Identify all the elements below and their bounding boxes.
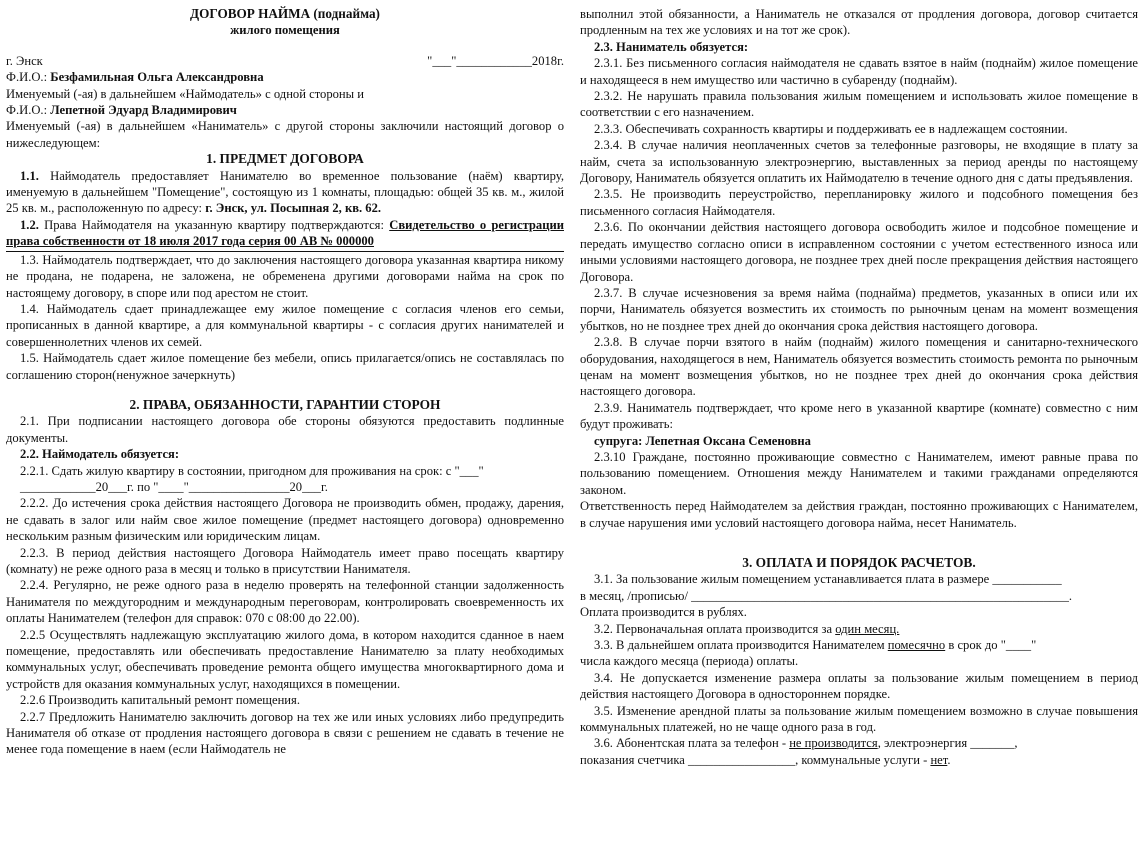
clause-1-3: 1.3. Наймодатель подтверждает, что до заключения настоящего договора указанная квартира никому не продана, не подарена, не заложена, не обременена другими договорами найма на срок по настоящему договору, в споре или под арестом не стоит. [6, 252, 564, 300]
clause-2-2-4: 2.2.4. Регулярно, не реже одного раза в неделю проверять на телефонной станции задолженность Нанимателя по междугородним и международным переговорам, контролировать своевременность их оплаты Нанимателем (телефон для справок: 070 с 08:00 до 22.00). [6, 578, 564, 626]
clause-2-2-7: 2.2.7 Предложить Нанимателю заключить договор на тех же или иных условиях либо предупредить Нанимателя об отказе от продления настоящего договора в связи с решением не сдавать в течение не менее года помещение в наем (если Наймодатель не [6, 709, 564, 757]
clause-3-1-words: в месяц, /прописью/ ____________________________________________________________. [580, 588, 1073, 603]
clause-3-4: 3.4. Не допускается изменение размера оплаты за пользование жилым помещением в период действия настоящего Договора в одностороннем порядке. [580, 670, 1138, 702]
clause-2-2-heading: 2.2. Наймодатель обязуется: [20, 447, 180, 462]
party1-name: Безфамильная Ольга Александровна [50, 70, 264, 85]
party2-text: Именуемый (-ая) в дальнейшем «Наниматель» с другой стороны заключили настоящий договор о нижеследующем: [6, 119, 564, 150]
clause-3-1-currency: Оплата производится в рублях. [580, 605, 747, 620]
clause-1-5: 1.5. Наймодатель сдает жилое помещение без мебели, опись прилагается/опись не составлялась по соглашению сторон(ненужное зачеркнуть) [6, 351, 564, 382]
clause-2-2-2: 2.2.2. До истечения срока действия настоящего Договора не производить обмен, продажу, дарения, не сдавать в залог или найм свое жилое помещение (предмет настоящего договора) одновременно нескольким разным физическим или юридическим лицам. [6, 496, 564, 544]
section1-heading: 1. ПРЕДМЕТ ДОГОВОРА [206, 151, 364, 167]
party1-text: Именуемый (-ая) в дальнейшем «Наймодатель» с одной стороны и [6, 86, 365, 101]
clause-2-3-3: 2.3.3. Обеспечивать сохранность квартиры и поддерживать ее в надлежащем состоянии. [594, 121, 1068, 136]
cohabitant: супруга: Лепетная Оксана Семеновна [594, 433, 811, 448]
clause-2-2-1: 2.2.1. Сдать жилую квартиру в состоянии, пригодном для проживания на срок: с "___" [20, 463, 484, 478]
clause-2-2-1-dates: ____________20___г. по "____"________________20___г. [20, 479, 328, 494]
clause-1-2: 1.2. Права Наймодателя на указанную квартиру подтверждаются: Свидетельство о регистрации права собственности от 18 июля 2017 года серия 00 АВ № 000000 [6, 217, 564, 249]
clause-2-3-4: 2.3.4. В случае наличия неоплаченных счетов за телефонные разговоры, не входящие в плату за найм, счета за использованную электроэнергию, выставленных за период аренды по настоящему Договору, Наниматель обязуется оплатить их Наймодателю в течение одного дня с даты предъявления. [580, 138, 1138, 186]
clause-2-3-2: 2.3.2. Не нарушать правила пользования жилым помещением и использовать жилое помещение в соответствии с его назначением. [580, 89, 1138, 120]
party1-fio: Ф.И.О.: Безфамильная Ольга Александровна [6, 70, 264, 85]
clause-3-1: 3.1. За пользование жилым помещением устанавливается плата в размере ___________ [594, 572, 1062, 587]
clause-2-3-6: 2.3.6. По окончании действия настоящего договора освободить жилое и подсобное помещение и передать имущество согласно описи в исправленном состоянии с учетом естественного износа или иными условиями настоящего договора, не позднее трех дней после прекращения действия настоящего Договора. [580, 220, 1138, 284]
clause-2-3-10: 2.3.10 Граждане, постоянно проживающие совместно с Нанимателем, имеют равные права по пользованию помещением. Отношения между Нанимателем и такими гражданами определяются законом. [580, 449, 1138, 497]
clause-2-3-heading: 2.3. Наниматель обязуется: [594, 39, 749, 54]
property-address: г. Энск, ул. Посыпная 2, кв. 62. [205, 201, 382, 216]
left-column [6, 6, 564, 758]
clause-3-6-cont: показания счетчика _________________, коммунальные услуги - нет. [580, 752, 951, 767]
clause-3-2: 3.2. Первоначальная оплата производится за один месяц. [594, 621, 900, 636]
clause-3-3-cont: числа каждого месяца (периода) оплаты. [580, 654, 799, 669]
clause-3-3: 3.3. В дальнейшем оплата производится Нанимателем помесячно в срок до "____" [594, 638, 1037, 653]
clause-1-4: 1.4. Наймодатель сдает принадлежащее ему жилое помещение с согласия членов его семьи, прописанных в данной квартире, а для коммунальной квартиры - с согласия других нанимателей и совершеннолетних членов их семей. [6, 301, 564, 349]
clause-2-3-1: 2.3.1. Без письменного согласия наймодателя не сдавать взятое в найм (поднайм) жилое помещение и находящееся в нем имущество или частично в субаренду (поднайм). [580, 56, 1138, 87]
ownership-certificate: Свидетельство о регистрации права собственности от 18 июля 2017 года серия 00 АВ № 000000 [6, 217, 564, 249]
party2-name: Лепетной Эдуард Владимирович [50, 103, 237, 118]
section3-heading: 3. ОПЛАТА И ПОРЯДОК РАСЧЕТОВ. [742, 555, 976, 570]
clause-3-6: 3.6. Абонентская плата за телефон - не производится, электроэнергия _______, [594, 736, 1018, 751]
clause-3-5: 3.5. Изменение арендной платы за пользование жилым помещением возможно в случае повышения коммунальных платежей, но не чаще одного раза в год. [580, 703, 1138, 735]
contract-date: "___"____________2018г. [427, 53, 564, 68]
right-column [580, 6, 1138, 768]
clause-1-1: 1.1. Наймодатель предоставляет Нанимателю во временное пользование (наём) квартиру, именуемую в дальнейшем "Помещение", состоящую из 1 комнаты, площадью: общей 35 кв. м., жилой 25 кв. м., расположенную по адресу: г. Энск, ул. Посыпная 2, кв. 62. [6, 168, 564, 216]
clause-2-3-7: 2.3.7. В случае исчезновения за время найма (поднайма) предметов, указанных в описи или их порчи, Наниматель обязуется возместить их стоимость по рыночным ценам на момент возмещения убытков, но не позднее трех дней до окончания срока действия настоящего договора. [580, 285, 1138, 333]
clause-2-3-5: 2.3.5. Не производить переустройство, перепланировку жилого и подсобного помещения без письменного согласия Наймодателя. [580, 187, 1138, 218]
clause-2-3-10-liability: Ответственность перед Наймодателем за действия граждан, постоянно проживающих с Нанимателем, в случае нарушения ими условий настоящего договора найма, несет Наниматель. [580, 499, 1138, 530]
clause-2-2-5: 2.2.5 Осуществлять надлежащую эксплуатацию жилого дома, в котором находится сданное в наем помещение, предоставлять или обеспечивать предоставление Нанимателю за плату необходимых коммунальных услуг, обеспечивать проведение ремонта общего имущества многоквартирного дома и устройств для оказания коммунальных услуг, находящихся в помещении. [6, 627, 564, 691]
clause-2-3-8: 2.3.8. В случае порчи взятого в найм (поднайм) жилого помещения и санитарно-технического оборудования, находящегося в нем, Наниматель обязуется возместить стоимость ремонта по рыночным ценам на момент возмещения убытков, но не позднее трех дней до окончания срока действия настоящего договора. [580, 335, 1138, 399]
clause-2-2-3: 2.2.3. В период действия настоящего Договора Наймодатель имеет право посещать квартиру (комнату) не реже одного раза в месяц и только в присутствии Нанимателя. [6, 545, 564, 576]
document-subtitle: жилого помещения [230, 23, 340, 38]
place-date-row [6, 53, 564, 69]
clause-2-2-6: 2.2.6 Производить капитальный ремонт помещения. [20, 693, 300, 708]
city: г. Энск [6, 53, 43, 68]
document-title: ДОГОВОР НАЙМА (поднайма) [190, 6, 380, 21]
clause-2-1: 2.1. При подписании настоящего договора обе стороны обязуются предоставить подлинные документы. [6, 414, 564, 445]
clause-2-2-7-continued: выполнил этой обязанности, а Наниматель не отказался от продления договора, договор считается продленным на тех же условиях и на тот же срок). [580, 7, 1138, 38]
party2-fio: Ф.И.О.: Лепетной Эдуард Владимирович [6, 103, 237, 118]
clause-2-3-9: 2.3.9. Наниматель подтверждает, что кроме него в указанной квартире (комнате) совместно с ним будут проживать: [580, 400, 1138, 432]
section2-heading: 2. ПРАВА, ОБЯЗАННОСТИ, ГАРАНТИИ СТОРОН [129, 396, 441, 412]
